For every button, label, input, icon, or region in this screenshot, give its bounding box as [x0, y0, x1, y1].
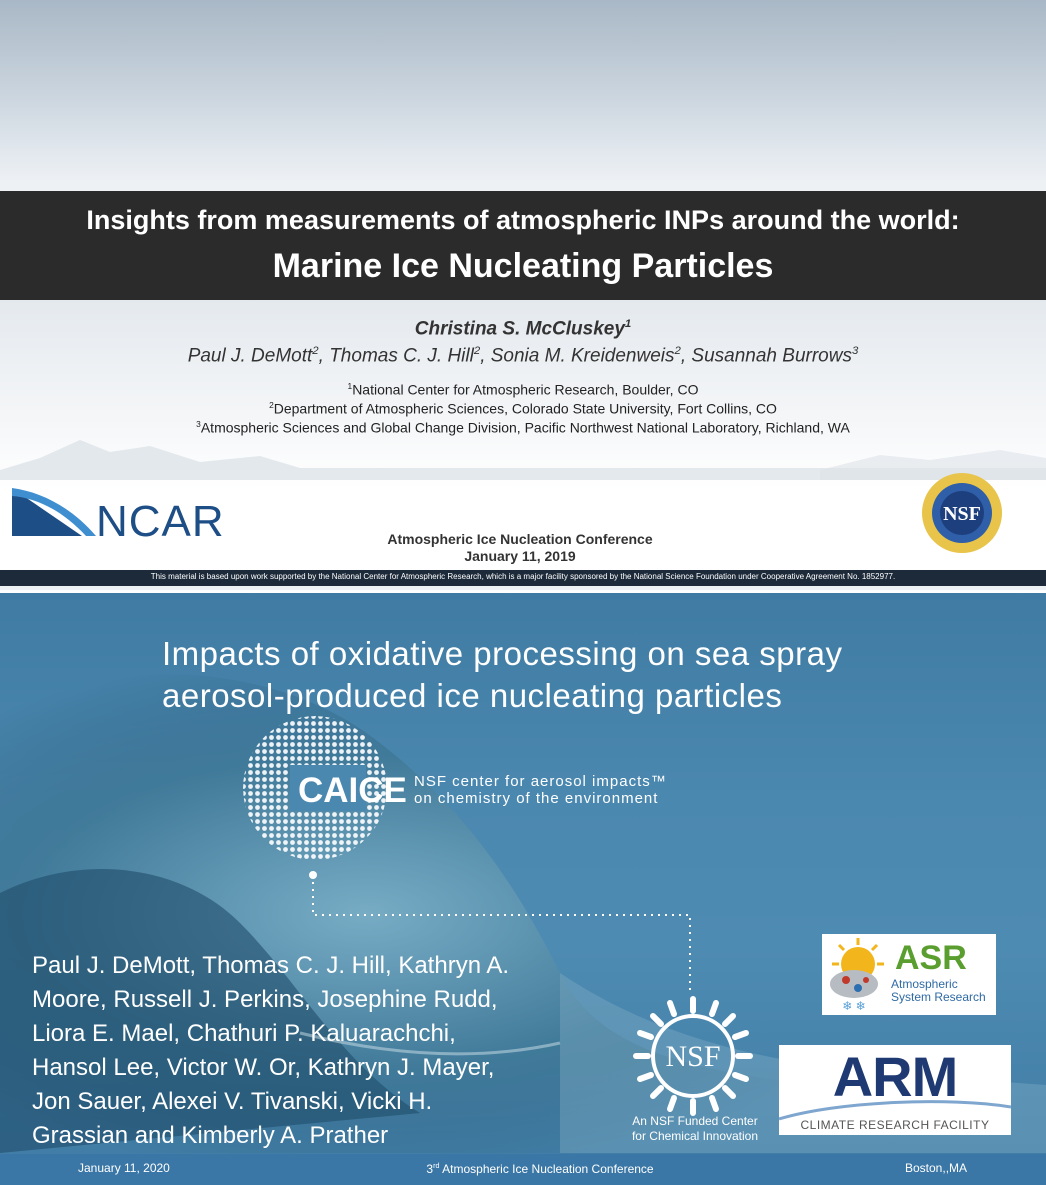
caice-wordmark: CAICE	[298, 771, 407, 810]
caice-tagline-line2: on chemistry of the environment	[414, 790, 659, 807]
lead-author: Christina S. McCluskey$^1$	[414, 318, 632, 340]
affiliation-3: $^3$Atmospheric Sciences and Global Change Division, Pacific Northwest National Laboratory, Richland, WA	[196, 419, 850, 436]
svg-text:❄ ❄: ❄ ❄	[842, 999, 866, 1013]
footer-location: Boston,,MA	[905, 1161, 968, 1175]
affiliation-2: $^2$Department of Atmospheric Sciences, Colorado State University, Fort Collins, CO	[269, 400, 777, 417]
svg-text:NSF: NSF	[665, 1040, 721, 1073]
nsf-funded-line1: An NSF Funded Center	[632, 1114, 758, 1128]
footer-conference: 3rd Atmospheric Ice Nucleation Conference	[426, 1161, 654, 1176]
coauthor-line: Paul J. DeMott, Thomas C. J. Hill, Kathryn A.	[32, 952, 510, 979]
arm-wordmark: ARM	[832, 1045, 958, 1108]
funding-note: This material is based upon work supported by the National Center for Atmospheric Research, which is a major facility sponsored by the National Science Foundation under Cooperative Agreement No. 1852977.	[150, 572, 896, 581]
footer-date: January 11, 2020	[78, 1161, 170, 1175]
slide-title-line2: Marine Ice Nucleating Particles	[272, 247, 774, 285]
slide2-title-line1: Impacts of oxidative processing on sea spray	[162, 635, 843, 672]
top-slide	[0, 0, 1046, 590]
coauthors-line: Paul J. DeMott$^2$, Thomas C. J. Hill$^2$, Sonia M. Kreidenweis$^2$, Susannah Burrows$^3$	[187, 345, 859, 367]
conference-name: Atmospheric Ice Nucleation Conference	[387, 531, 653, 547]
ncar-wordmark: NCAR	[96, 497, 225, 546]
coauthor-line: Grassian and Kimberly A. Prather	[32, 1122, 389, 1149]
nsf-seal-icon	[921, 472, 1003, 554]
nsf-white-seal-icon	[630, 993, 756, 1119]
coauthor-list	[32, 949, 632, 1153]
affiliation-1: $^1$National Center for Atmospheric Research, Boulder, CO	[347, 381, 699, 398]
asr-subtitle-line2: System Research	[891, 990, 986, 1004]
coauthor-line: Jon Sauer, Alexei V. Tivanski, Vicki H.	[32, 1088, 433, 1115]
nsf-funded-line2: for Chemical Innovation	[631, 1129, 759, 1143]
conference-date: January 11, 2019	[464, 548, 576, 564]
asr-sun-cloud-icon	[824, 936, 894, 1013]
arm-subtitle: CLIMATE RESEARCH FACILITY	[800, 1118, 990, 1132]
svg-text:NSF: NSF	[943, 503, 981, 525]
caice-tagline-line1: NSF center for aerosol impacts™	[414, 773, 667, 790]
bottom-slide	[0, 593, 1046, 1185]
coauthor-line: Liora E. Mael, Chathuri P. Kaluarachchi,	[32, 1020, 456, 1047]
coauthor-line: Hansol Lee, Victor W. Or, Kathryn J. Mayer,	[32, 1054, 495, 1081]
slide2-title-line2: aerosol-produced ice nucleating particles	[162, 677, 783, 714]
asr-subtitle-line1: Atmospheric	[891, 977, 958, 991]
slide-title-line1: Insights from measurements of atmospheric INPs around the world:	[86, 205, 960, 235]
coauthor-line: Moore, Russell J. Perkins, Josephine Rudd,	[32, 986, 498, 1013]
asr-wordmark: ASR	[895, 939, 967, 977]
